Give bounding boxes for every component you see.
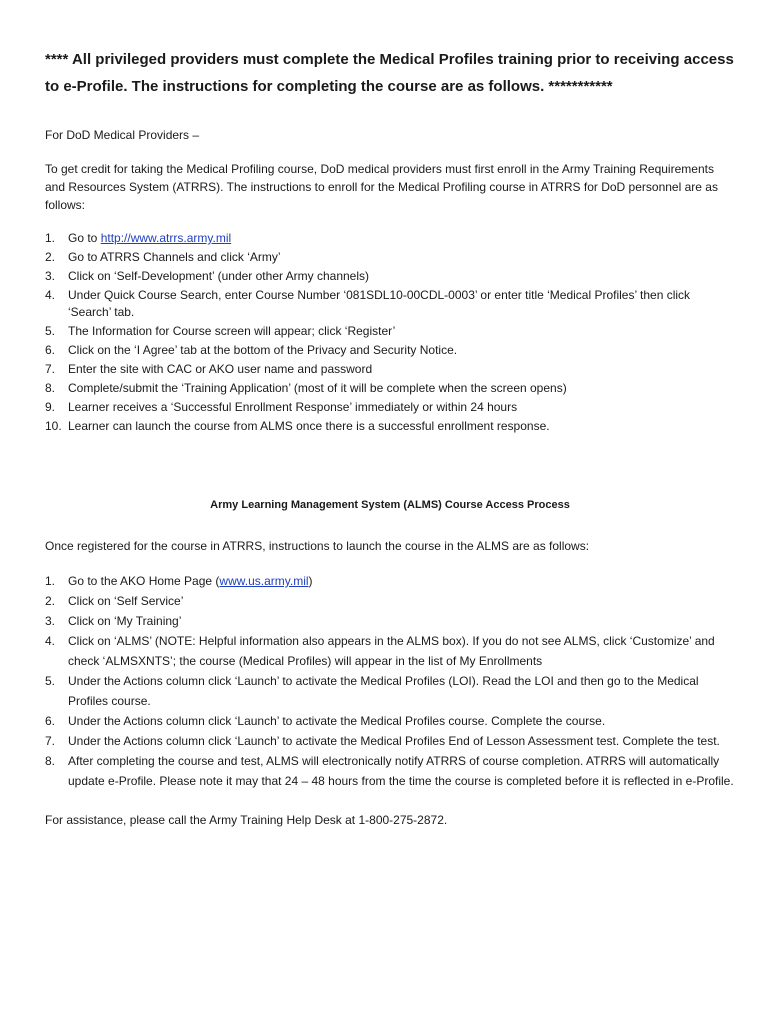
step-text (68, 380, 735, 397)
step-text-part: Go to the AKO Home Page ( (68, 574, 220, 588)
step-number: 1. (45, 231, 56, 245)
step-text-part: Under the Actions column click ‘Launch’ to activate the Medical Profiles End of Lesson Assessment test. Complete the test. (68, 734, 720, 748)
step-text-part: Learner can launch the course from ALMS once there is a successful enrollment response. (68, 419, 550, 433)
step-text-part: Click on ‘Self-Development’ (under other Army channels) (68, 269, 370, 283)
list-item (45, 342, 735, 359)
step-number: 2. (45, 250, 56, 264)
step-link[interactable]: http://www.atrrs.army.mil (100, 231, 232, 245)
step-text (68, 342, 735, 359)
step-text (68, 571, 735, 591)
atrrs-intro-paragraph: To get credit for taking the Medical Profiling course, DoD medical providers must first enroll in the Army Training Requirements and Resources System (ATRRS). The instructions to enroll for the Medical Profiling course in ATRRS for DoD personnel are as follows: (45, 162, 718, 212)
step-number: 7. (45, 734, 56, 748)
list-item (45, 671, 735, 711)
step-number: 2. (45, 594, 56, 608)
step-text-part: Under Quick Course Search, enter Course Number ‘081SDL10-00CDL-0003’ or enter title ‘Medical Profiles’ then click ‘Search’ tab. (68, 288, 691, 319)
step-text (68, 399, 735, 416)
list-item (45, 268, 735, 285)
step-text-part: Complete/submit the ‘Training Application’ (most of it will be complete when the screen opens) (68, 381, 567, 395)
alms-section-heading: Army Learning Management System (ALMS) Course Access Process (210, 499, 570, 511)
step-number: 8. (45, 754, 56, 768)
step-text-part: Under the Actions column click ‘Launch’ to activate the Medical Profiles course. Complete the course. (68, 714, 606, 728)
list-item (45, 230, 735, 247)
step-text (68, 631, 735, 671)
step-number: 6. (45, 714, 56, 728)
step-text (68, 268, 735, 285)
step-text (68, 230, 735, 247)
list-item (45, 611, 735, 631)
step-text (68, 418, 735, 435)
list-item (45, 418, 735, 435)
step-text (68, 361, 735, 378)
list-item (45, 591, 735, 611)
dod-providers-label: For DoD Medical Providers – (45, 128, 200, 142)
document-page (45, 46, 735, 829)
step-number: 3. (45, 614, 56, 628)
training-banner: **** All privileged providers must complete the Medical Profiles training prior to receiving access to e-Profile. The instructions for completing the course are as follows. *********** (45, 51, 734, 95)
atrrs-steps-list (45, 230, 735, 435)
step-link[interactable]: www.us.army.mil (219, 574, 309, 588)
step-text (68, 711, 735, 731)
step-text-part: Go to ATRRS Channels and click ‘Army’ (68, 250, 281, 264)
step-number: 5. (45, 324, 56, 338)
list-item (45, 380, 735, 397)
list-item (45, 287, 735, 321)
step-number: 8. (45, 381, 56, 395)
assistance-paragraph: For assistance, please call the Army Training Help Desk at 1-800-275-2872. (45, 813, 448, 827)
step-text-part: The Information for Course screen will appear; click ‘Register’ (68, 324, 396, 338)
step-text (68, 671, 735, 711)
step-text-part: Click on ‘My Training’ (68, 614, 182, 628)
step-number: 6. (45, 343, 56, 357)
step-number: 9. (45, 400, 56, 414)
list-item (45, 399, 735, 416)
step-text-part: ) (308, 574, 313, 588)
step-text-part: Enter the site with CAC or AKO user name and password (68, 362, 373, 376)
step-number: 5. (45, 674, 56, 688)
step-text (68, 611, 735, 631)
step-text (68, 731, 735, 751)
list-item (45, 323, 735, 340)
alms-steps-list (45, 571, 735, 791)
step-text-part: Go to (68, 231, 101, 245)
step-text-part: After completing the course and test, ALMS will electronically notify ATRRS of course completion. ATRRS will automatically update e-Profile. Please note it may that 24 – 48 hours from the time the course is completed before it is reflected in e-Profile. (68, 754, 734, 788)
step-text-part: Learner receives a ‘Successful Enrollment Response’ immediately or within 24 hours (68, 400, 518, 414)
alms-intro-paragraph: Once registered for the course in ATRRS, instructions to launch the course in the ALMS are as follows: (45, 539, 590, 553)
step-text (68, 249, 735, 266)
step-text (68, 287, 735, 321)
list-item (45, 361, 735, 378)
list-item (45, 731, 735, 751)
step-number: 1. (45, 574, 56, 588)
step-number: 4. (45, 634, 56, 648)
list-item (45, 631, 735, 671)
step-number: 4. (45, 288, 56, 302)
list-item (45, 249, 735, 266)
step-text (68, 751, 735, 791)
step-text (68, 591, 735, 611)
list-item (45, 571, 735, 591)
step-text-part: Click on the ‘I Agree’ tab at the bottom of the Privacy and Security Notice. (68, 343, 458, 357)
step-text-part: Click on ‘ALMS’ (NOTE: Helpful information also appears in the ALMS box). If you do not see ALMS, click ‘Customize’ and check ‘ALMSXNTS’; the course (Medical Profiles) will appear in the list of My Enrollments (68, 634, 715, 668)
step-number: 10. (45, 419, 62, 433)
step-number: 7. (45, 362, 56, 376)
step-text-part: Under the Actions column click ‘Launch’ to activate the Medical Profiles (LOI). Read the LOI and then go to the Medical Profiles course. (68, 674, 699, 708)
step-number: 3. (45, 269, 56, 283)
list-item (45, 711, 735, 731)
list-item (45, 751, 735, 791)
step-text-part: Click on ‘Self Service’ (68, 594, 184, 608)
step-text (68, 323, 735, 340)
